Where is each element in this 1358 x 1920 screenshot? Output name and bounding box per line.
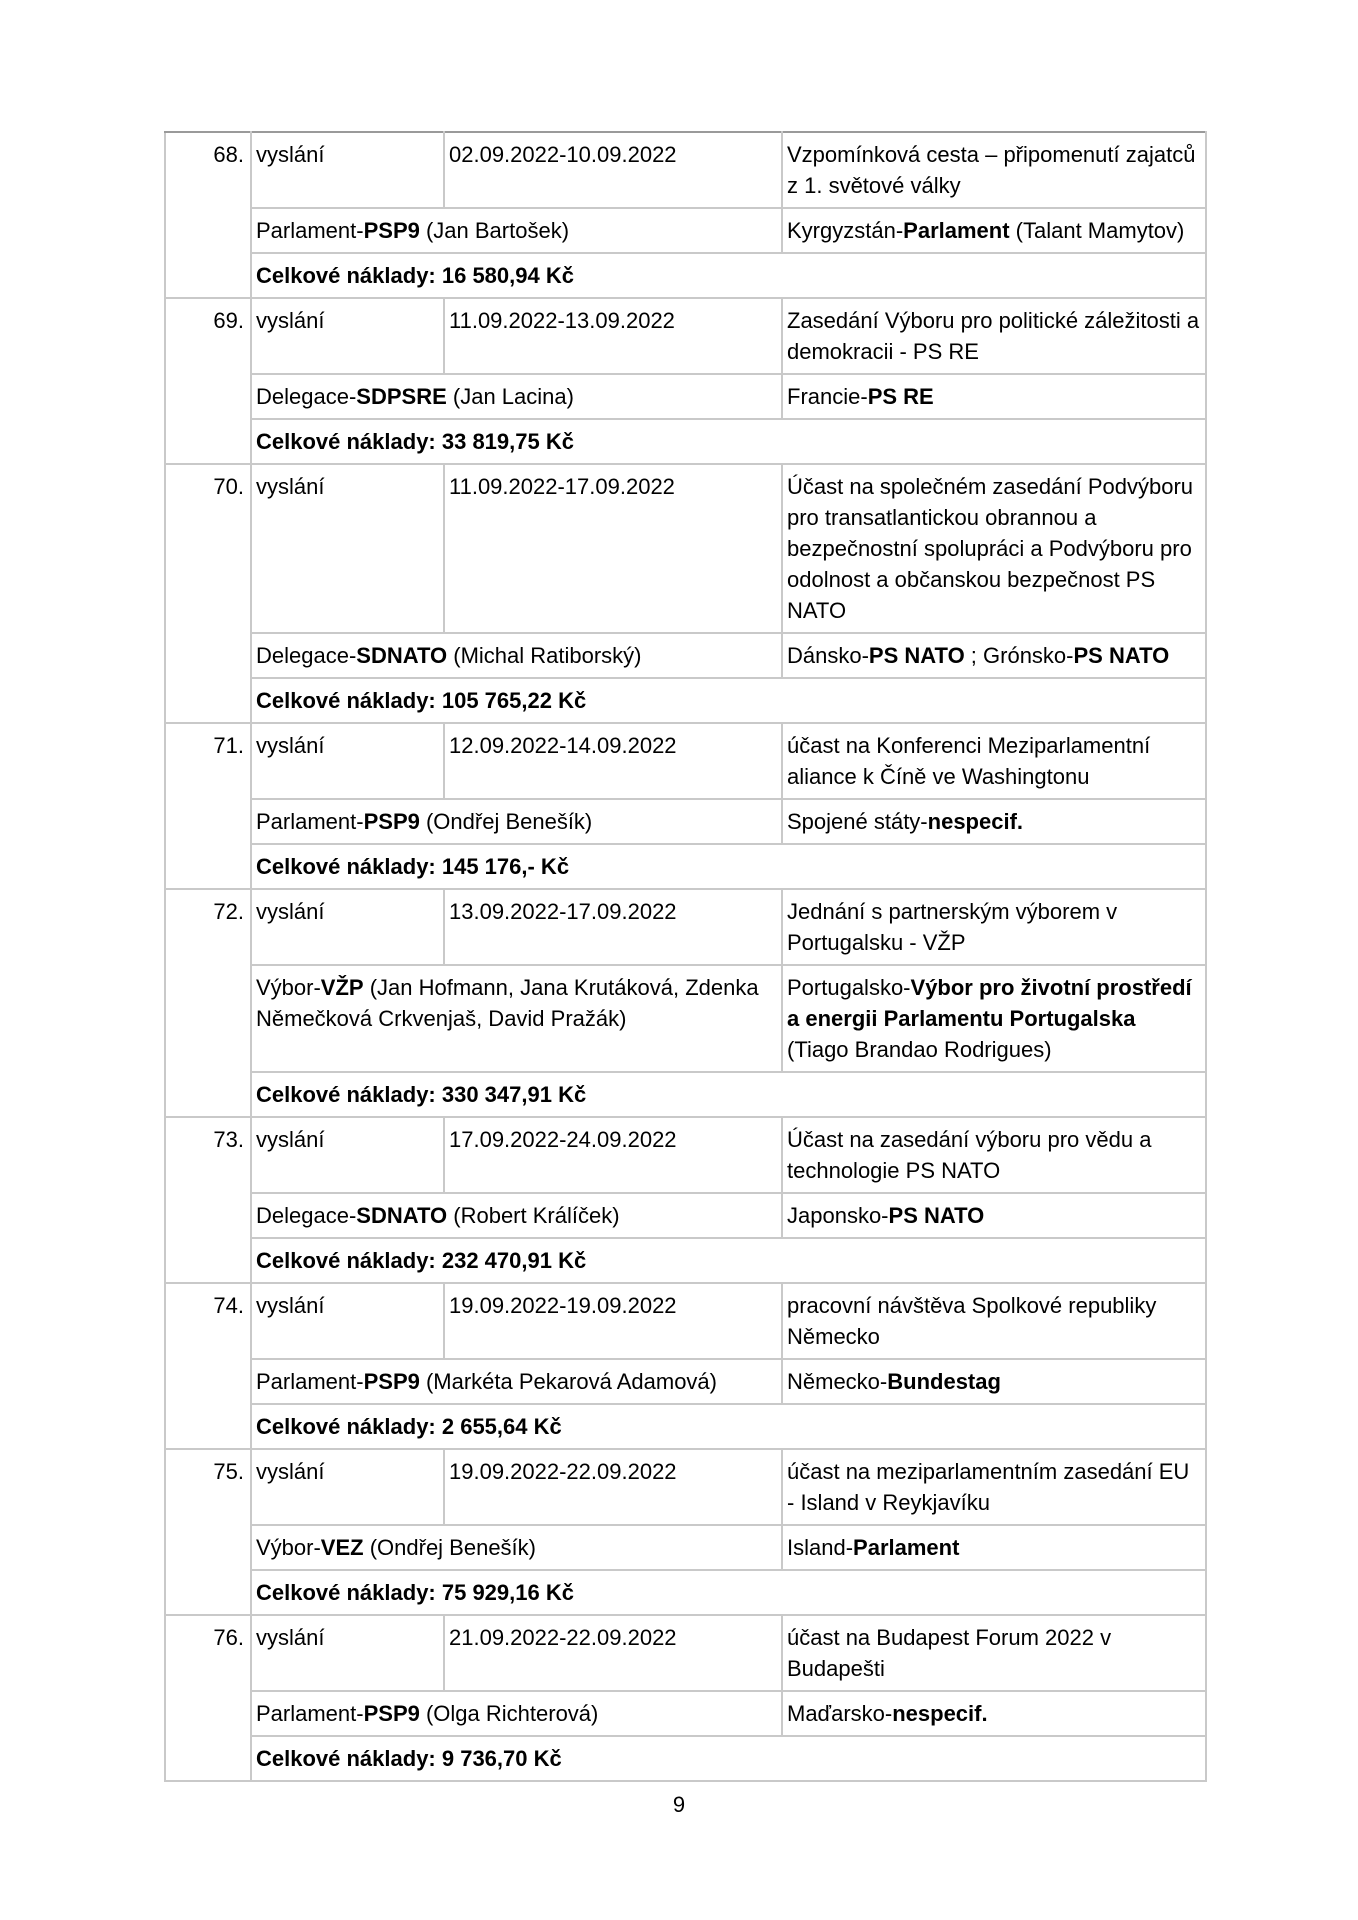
- destination-country: Dánsko-: [787, 643, 869, 668]
- destination-body: PS NATO: [868, 643, 965, 668]
- record-sender: [251, 965, 782, 1072]
- sender-body: VŽP: [320, 975, 364, 1000]
- record-total-cost: Celkové náklady: 33 819,75 Kč: [251, 419, 1206, 464]
- record-dates: 21.09.2022-22.09.2022: [444, 1615, 782, 1691]
- destination-body: nespecif.: [892, 1701, 988, 1726]
- sender-body: PSP9: [363, 809, 420, 834]
- record-main-row: [165, 132, 1206, 208]
- record-parties-row: [165, 374, 1206, 419]
- sender-body: SDPSRE: [356, 384, 447, 409]
- sender-body: PSP9: [363, 1701, 420, 1726]
- sender-prefix: Výbor-: [256, 975, 321, 1000]
- destination-body: Parlament: [903, 218, 1010, 243]
- sender-prefix: Parlament-: [256, 1701, 364, 1726]
- record-number: 71.: [165, 723, 251, 889]
- record-parties-row: [165, 1359, 1206, 1404]
- record-number: 73.: [165, 1117, 251, 1283]
- record-parties-row: [165, 633, 1206, 678]
- record-number: 68.: [165, 132, 251, 298]
- record-type: vyslání: [251, 1117, 444, 1193]
- record-total-cost: Celkové náklady: 16 580,94 Kč: [251, 253, 1206, 298]
- record-main-row: [165, 1615, 1206, 1691]
- sender-prefix: Parlament-: [256, 1369, 364, 1394]
- record-number: 69.: [165, 298, 251, 464]
- record-main-row: [165, 464, 1206, 633]
- record-number: 70.: [165, 464, 251, 723]
- record-parties-row: [165, 208, 1206, 253]
- record-number: 74.: [165, 1283, 251, 1449]
- sender-body: SDNATO: [356, 643, 448, 668]
- destination-country: Japonsko-: [787, 1203, 889, 1228]
- record-purpose: účast na Budapest Forum 2022 v Budapešti: [782, 1615, 1206, 1691]
- record-main-row: [165, 889, 1206, 965]
- destination-body: PS RE: [867, 384, 934, 409]
- record-number: 72.: [165, 889, 251, 1117]
- sender-prefix: Výbor-: [256, 1535, 321, 1560]
- record-destination: [782, 965, 1206, 1072]
- record-parties-row: [165, 1691, 1206, 1736]
- sender-participants: (Markéta Pekarová Adamová): [419, 1369, 717, 1394]
- record-dates: 13.09.2022-17.09.2022: [444, 889, 782, 965]
- record-purpose: Jednání s partnerským výborem v Portugalsku - VŽP: [782, 889, 1206, 965]
- record-destination: [782, 1525, 1206, 1570]
- record-parties-row: [165, 965, 1206, 1072]
- sender-participants: (Ondřej Benešík): [419, 809, 593, 834]
- record-main-row: [165, 723, 1206, 799]
- record-sender: [251, 374, 782, 419]
- record-dates: 12.09.2022-14.09.2022: [444, 723, 782, 799]
- record-destination: [782, 374, 1206, 419]
- record-dates: 19.09.2022-22.09.2022: [444, 1449, 782, 1525]
- record-cost-row: [165, 1404, 1206, 1449]
- record-type: vyslání: [251, 464, 444, 633]
- sender-participants: (Michal Ratiborský): [447, 643, 642, 668]
- sender-prefix: Delegace-: [256, 643, 357, 668]
- record-total-cost: Celkové náklady: 2 655,64 Kč: [251, 1404, 1206, 1449]
- sender-prefix: Parlament-: [256, 218, 364, 243]
- record-sender: [251, 1359, 782, 1404]
- record-sender: [251, 208, 782, 253]
- record-total-cost: Celkové náklady: 75 929,16 Kč: [251, 1570, 1206, 1615]
- sender-prefix: Parlament-: [256, 809, 364, 834]
- destination-body: Parlament: [853, 1535, 960, 1560]
- sender-participants: (Jan Lacina): [446, 384, 574, 409]
- record-type: vyslání: [251, 132, 444, 208]
- record-purpose: Účast na společném zasedání Podvýboru pro transatlantickou obrannou a bezpečnostní spolupráci a Podvýboru pro odolnost a občanskou bezpečnost PS NATO: [782, 464, 1206, 633]
- record-parties-row: [165, 799, 1206, 844]
- sender-prefix: Delegace-: [256, 1203, 357, 1228]
- record-number: 76.: [165, 1615, 251, 1781]
- record-cost-row: [165, 844, 1206, 889]
- trips-table-body: [165, 132, 1206, 1781]
- destination-body: Výbor pro životní prostředí a energii Parlamentu Portugalska: [787, 975, 1192, 1031]
- destination-country: Spojené státy-: [787, 809, 928, 834]
- trips-table: [164, 131, 1207, 1782]
- record-cost-row: [165, 678, 1206, 723]
- record-type: vyslání: [251, 1449, 444, 1525]
- record-main-row: [165, 298, 1206, 374]
- destination-separator: ; Grónsko-: [964, 643, 1074, 668]
- record-purpose: Zasedání Výboru pro politické záležitosti a demokracii - PS RE: [782, 298, 1206, 374]
- record-destination: [782, 1359, 1206, 1404]
- record-type: vyslání: [251, 889, 444, 965]
- record-cost-row: [165, 253, 1206, 298]
- destination-country: Maďarsko-: [787, 1701, 893, 1726]
- record-type: vyslání: [251, 1615, 444, 1691]
- record-destination: [782, 633, 1206, 678]
- destination-country: Německo-: [787, 1369, 888, 1394]
- sender-body: SDNATO: [356, 1203, 448, 1228]
- record-parties-row: [165, 1193, 1206, 1238]
- record-purpose: účast na Konferenci Meziparlamentní aliance k Číně ve Washingtonu: [782, 723, 1206, 799]
- record-sender: [251, 799, 782, 844]
- record-purpose: Vzpomínková cesta – připomenutí zajatců z 1. světové války: [782, 132, 1206, 208]
- record-dates: 19.09.2022-19.09.2022: [444, 1283, 782, 1359]
- record-type: vyslání: [251, 1283, 444, 1359]
- record-cost-row: [165, 1072, 1206, 1117]
- record-dates: 02.09.2022-10.09.2022: [444, 132, 782, 208]
- record-cost-row: [165, 1736, 1206, 1781]
- destination-country: Francie-: [787, 384, 868, 409]
- destination-body-2: PS NATO: [1073, 643, 1170, 668]
- sender-participants: (Olga Richterová): [419, 1701, 599, 1726]
- sender-participants: (Jan Hofmann, Jana Krutáková, Zdenka Němečková Crkvenjaš, David Pražák): [256, 975, 759, 1031]
- sender-participants: (Ondřej Benešík): [363, 1535, 536, 1560]
- record-main-row: [165, 1117, 1206, 1193]
- destination-contact: (Tiago Brandao Rodrigues): [787, 1037, 1052, 1062]
- destination-country: Portugalsko-: [787, 975, 911, 1000]
- sender-participants: (Robert Králíček): [447, 1203, 620, 1228]
- record-purpose: pracovní návštěva Spolkové republiky Německo: [782, 1283, 1206, 1359]
- record-sender: [251, 1193, 782, 1238]
- record-dates: 11.09.2022-17.09.2022: [444, 464, 782, 633]
- record-destination: [782, 1691, 1206, 1736]
- record-total-cost: Celkové náklady: 9 736,70 Kč: [251, 1736, 1206, 1781]
- record-sender: [251, 1525, 782, 1570]
- sender-participants: (Jan Bartošek): [419, 218, 570, 243]
- destination-body: PS NATO: [888, 1203, 985, 1228]
- record-cost-row: [165, 419, 1206, 464]
- record-destination: [782, 799, 1206, 844]
- record-total-cost: Celkové náklady: 105 765,22 Kč: [251, 678, 1206, 723]
- record-main-row: [165, 1449, 1206, 1525]
- sender-body: VEZ: [320, 1535, 364, 1560]
- record-main-row: [165, 1283, 1206, 1359]
- sender-body: PSP9: [363, 1369, 420, 1394]
- destination-country: Island-: [787, 1535, 854, 1560]
- destination-country: Kyrgyzstán-: [787, 218, 904, 243]
- record-parties-row: [165, 1525, 1206, 1570]
- record-sender: [251, 633, 782, 678]
- destination-body: nespecif.: [927, 809, 1024, 834]
- destination-body: Bundestag: [887, 1369, 1001, 1394]
- record-dates: 17.09.2022-24.09.2022: [444, 1117, 782, 1193]
- record-dates: 11.09.2022-13.09.2022: [444, 298, 782, 374]
- record-sender: [251, 1691, 782, 1736]
- record-cost-row: [165, 1570, 1206, 1615]
- record-total-cost: Celkové náklady: 330 347,91 Kč: [251, 1072, 1206, 1117]
- record-destination: [782, 208, 1206, 253]
- page-number: 9: [672, 1792, 686, 1817]
- record-purpose: účast na meziparlamentním zasedání EU - Island v Reykjavíku: [782, 1449, 1206, 1525]
- record-cost-row: [165, 1238, 1206, 1283]
- record-type: vyslání: [251, 298, 444, 374]
- sender-prefix: Delegace-: [256, 384, 357, 409]
- destination-contact: (Talant Mamytov): [1009, 218, 1185, 243]
- record-type: vyslání: [251, 723, 444, 799]
- record-total-cost: Celkové náklady: 232 470,91 Kč: [251, 1238, 1206, 1283]
- record-purpose: Účast na zasedání výboru pro vědu a technologie PS NATO: [782, 1117, 1206, 1193]
- record-total-cost: Celkové náklady: 145 176,- Kč: [251, 844, 1206, 889]
- record-destination: [782, 1193, 1206, 1238]
- sender-body: PSP9: [363, 218, 420, 243]
- record-number: 75.: [165, 1449, 251, 1615]
